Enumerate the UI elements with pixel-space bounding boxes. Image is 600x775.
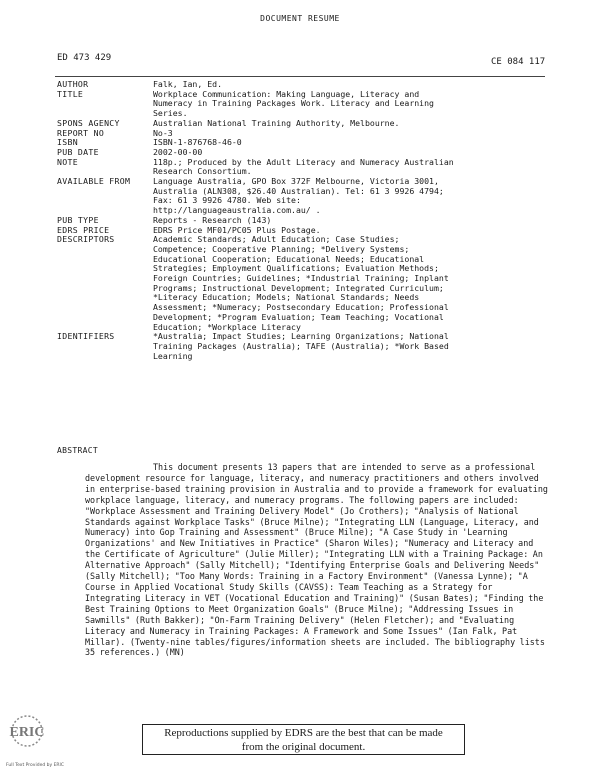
field-label: NOTE	[57, 156, 78, 167]
field-value: EDRS Price MF01/PC05 Plus Postage.	[153, 224, 321, 235]
field-available-from	[57, 177, 557, 216]
field-report-no	[57, 129, 557, 139]
field-value: No-3	[153, 127, 173, 138]
field-isbn	[57, 138, 557, 148]
field-value: Language Australia, GPO Box 372F Melbourne, Victoria 3001, Australia (ALN308, $26.40 Australian). Tel: 61 3 9926 4794; Fax: 61 3 9926 4780. Web site: http://languageaustralia.com.au/ .	[153, 176, 444, 216]
field-label: TITLE	[57, 88, 84, 99]
field-label: SPONS AGENCY	[57, 117, 120, 128]
field-note	[57, 158, 557, 177]
metadata-fields	[57, 80, 557, 361]
field-value: Australian National Training Authority, Melbourne.	[153, 117, 400, 128]
eric-logo-icon	[7, 714, 47, 760]
field-identifiers	[57, 332, 557, 361]
ed-number: ED 473 429	[57, 53, 112, 63]
abstract-heading: ABSTRACT	[57, 446, 98, 455]
field-title	[57, 90, 557, 119]
field-label: REPORT NO	[57, 127, 105, 138]
eric-logo-text: ERIC	[9, 725, 45, 740]
field-label: ISBN	[57, 137, 78, 148]
header-rule	[55, 76, 545, 77]
reproduction-notice-line2: from the original document.	[241, 741, 366, 753]
field-value: Falk, Ian, Ed.	[153, 79, 223, 89]
field-value: ISBN-1-876768-46-0	[153, 137, 242, 148]
eric-caption: Full Text Provided by ERIC	[6, 763, 65, 768]
reproduction-notice	[142, 724, 465, 755]
abstract-text: This document presents 13 papers that are intended to serve as a professional development resource for language, literacy, and numeracy practitioners and others involved in enterprise-based training provision in Australia and to provide a framework for evaluating workplace language, literacy, and numeracy programs. The following papers are included: "Workplace Assessment and Training Delivery Model" (Jo Crothers); "Analysis of National Standards against Workplace Tasks" (Bruce Milne); "Integrating LLN (Language, Literacy, and Numeracy) into Gop Training and Assessment" (Bruce Milne); "A Case Study in 'Learning Organizations' and New Initiatives in Practice" (Sharon Wiles); "Numeracy and Literacy and the Certificate of Agriculture" (Julie Miller); "Integrating LLN with a Training Package: An Alternative Approach" (Sally Mitchell); "Identifying Enterprise Goals and Delivering Needs" (Sally Mitchell); "Too Many Words: Training in a Factory Environment" (Vanessa Lynne); "A Course in Applied Vocational Study Skills (CAVSS): Team Teaching as a Strategy for Integrating Literacy in VET (Vocational Education and Training)" (Susan Bates); "Finding the Best Training Options to Meet Organization Goals" (Bruce Milne); "Addressing Issues in Sawmills" (Ruth Bakker); "On-Farm Training Delivery" (Helen Fletcher); and "Evaluating Literacy and Numeracy in Training Packages: A Framework and Some Issues" (Ian Falk, Pat Millar). (Twenty-nine tables/figures/information sheets are included. The bibliography lists 35 references.) (MN)	[85, 462, 548, 658]
field-label: PUB TYPE	[57, 214, 99, 225]
document-title: DOCUMENT RESUME	[260, 14, 340, 23]
field-label: AUTHOR	[57, 79, 89, 89]
field-value: 2002-00-00	[153, 146, 203, 157]
field-label: IDENTIFIERS	[57, 331, 115, 342]
field-value: Workplace Communication: Making Language, Literacy and Numeracy in Training Packages Work. Literacy and Learning Series.	[153, 88, 434, 119]
field-value: Academic Standards; Adult Education; Case Studies; Competence; Cooperative Planning; *Delivery Systems; Educational Cooperation; Educational Needs; Educational Strategies; Employment Qualifications; Evaluation Methods; Foreign Countries; Guidelines; *Industrial Training; Inplant Programs; Instructional Development; Integrated Curriculum; *Literacy Education; Models; National Standards; Needs Assessment; *Numeracy; Postsecondary Education; Professional Development; *Program Evaluation; Team Teaching; Vocational Education; *Workplace Literacy	[153, 234, 449, 332]
field-value: *Australia; Impact Studies; Learning Organizations; National Training Packages (Australia); TAFE (Australia); *Work Based Learning	[153, 331, 449, 361]
field-label: DESCRIPTORS	[57, 234, 115, 245]
field-value: Reports - Research (143)	[153, 214, 272, 225]
field-value: 118p.; Produced by the Adult Literacy and Numeracy Australian Research Consortium.	[153, 156, 454, 177]
ce-number: CE 084 117	[491, 57, 546, 67]
field-spons-agency	[57, 119, 557, 129]
field-label: PUB DATE	[57, 146, 99, 157]
field-label: EDRS PRICE	[57, 224, 110, 235]
field-label: AVAILABLE FROM	[57, 176, 131, 187]
field-descriptors	[57, 235, 557, 332]
reproduction-notice-line1: Reproductions supplied by EDRS are the best that can be made	[164, 727, 443, 739]
